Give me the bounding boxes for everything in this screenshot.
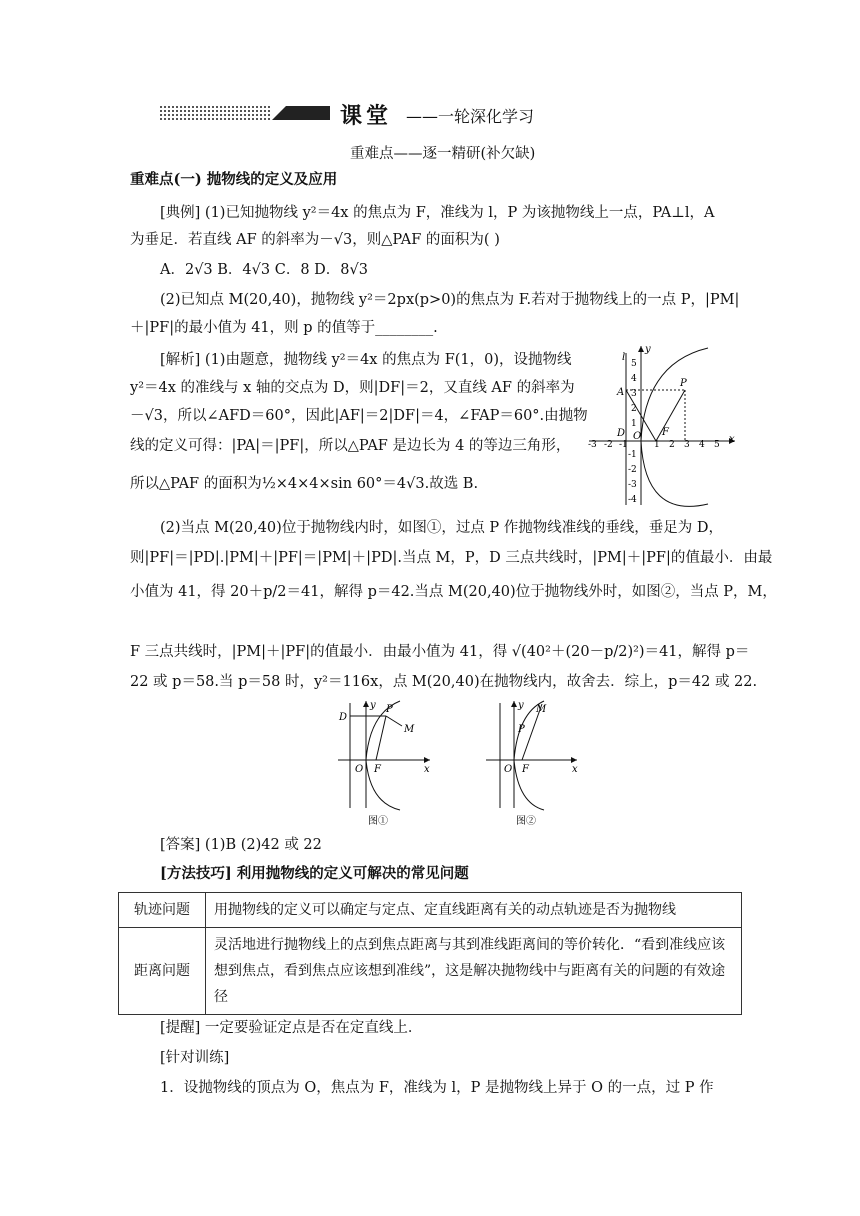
fig2-m-label: M (536, 704, 547, 715)
x-tick-label: -3 (588, 440, 597, 450)
solution-line-1: [解析] (1)由题意，抛物线 y²＝4x 的焦点为 F(1，0)，设抛物线 (160, 352, 572, 368)
solution-para-1: (2)当点 M(20,40)位于抛物线内时，如图①，过点 P 作抛物线准线的垂线，垂足为 D， (160, 520, 724, 536)
fig1-o-label: O (355, 764, 364, 775)
fig1-d-label: D (339, 712, 348, 723)
solution-para-5: 22 或 p＝58.当 p＝58 时，y²＝116x，点 M(20,40)在抛物线内，故舍去．综上，p＝42 或 22. (130, 674, 758, 690)
fig1-p-label: P (386, 704, 393, 715)
figure-2 (482, 698, 582, 828)
table-cell-key: 轨迹问题 (119, 893, 206, 928)
solution-para-2: 则|PF|＝|PD|.|PM|＋|PF|＝|PM|＋|PD|.当点 M，P，D 三点共线时，|PM|＋|PF|的值最小．由最 (130, 550, 773, 566)
example-line-3: (2)已知点 M(20,40)，抛物线 y²＝2px(p>0)的焦点为 F.若对于抛物线上的一点 P，|PM| (160, 292, 740, 308)
x-tick-label: 1 (654, 440, 660, 450)
answer-line: [答案] (1)B (2)42 或 22 (160, 837, 322, 853)
method-table (118, 892, 742, 1015)
y-tick-label: -2 (628, 465, 637, 475)
header-subtitle: ——一轮深化学习 (406, 107, 535, 126)
solution-line-5: 所以△PAF 的面积为½×4×4×sin 60°＝4√3.故选 B. (130, 476, 479, 492)
solution-line-2: y²＝4x 的准线与 x 轴的交点为 D，则|DF|＝2，又直线 AF 的斜率为 (130, 380, 575, 396)
table-cell-value: 用抛物线的定义可以确定与定点、定直线距离有关的动点轨迹是否为抛物线 (206, 893, 742, 928)
y-axis-label: y (645, 344, 651, 355)
solution-line-4: 线的定义可得：|PA|＝|PF|，所以△PAF 是边长为 4 的等边三角形， (130, 438, 571, 454)
table-cell-value: 灵活地进行抛物线上的点到焦点距离与其到准线距离间的等价转化．“看到准线应该想到焦点，看到焦点应该想到准线”，这是解决抛物线中与距离有关的问题的有效途径 (206, 928, 742, 1015)
fig1-x-label: x (424, 764, 430, 775)
x-tick-label: -1 (619, 440, 628, 450)
example-options: A．2√3 B．4√3 C．8 D．8√3 (160, 262, 368, 278)
fig1-caption: 图① (368, 816, 388, 827)
section-subtitle: 重难点——逐一精研(补欠缺) (350, 146, 536, 162)
header-decoration-bar (160, 102, 330, 124)
fig2-o-label: O (504, 764, 513, 775)
y-tick-label: 2 (631, 404, 637, 414)
x-tick-label: 2 (669, 440, 675, 450)
point-d-label: D (617, 428, 626, 439)
solution-para-4: F 三点共线时，|PM|＋|PF|的值最小．由最小值为 41，得 √(40²＋(20－p/2)²)＝41，解得 p＝ (130, 644, 750, 660)
header-title: 课堂 (340, 104, 393, 129)
directrix-label: l (622, 352, 626, 363)
table-row (119, 893, 742, 928)
origin-label: O (633, 431, 642, 442)
x-axis-label: x (729, 434, 735, 445)
point-f-label: F (662, 427, 669, 438)
training-question-1: 1．设抛物线的顶点为 O，焦点为 F，准线为 l，P 是抛物线上异于 O 的一点，过 P 作 (160, 1080, 714, 1096)
x-tick-label: 4 (699, 440, 705, 450)
fig2-p-label: P (518, 724, 525, 735)
fig2-x-label: x (572, 764, 578, 775)
fig2-caption: 图② (516, 816, 536, 827)
table-row (119, 928, 742, 1015)
point-p-label: P (680, 378, 687, 389)
point-a-label: A (617, 387, 625, 398)
y-tick-label: -4 (628, 495, 637, 505)
x-tick-label: -2 (604, 440, 613, 450)
fig2-f-label: F (522, 764, 529, 775)
example-line-2: 为垂足．若直线 AF 的斜率为－√3，则△PAF 的面积为( ) (130, 232, 500, 248)
y-tick-label: -1 (628, 450, 637, 460)
figure-1 (330, 698, 435, 828)
parabola-graph (585, 343, 740, 508)
example-line-4: ＋|PF|的最小值为 41，则 p 的值等于________. (130, 320, 438, 336)
fig1-m-label: M (404, 724, 415, 735)
y-tick-label: 4 (631, 374, 637, 384)
fig1-y-label: y (370, 700, 376, 711)
training-heading: [针对训练] (160, 1050, 230, 1066)
method-heading: [方法技巧] 利用抛物线的定义可解决的常见问题 (160, 865, 469, 882)
fig2-y-label: y (518, 700, 524, 711)
solution-line-3: －√3，所以∠AFD＝60°，因此|AF|＝2|DF|＝4，∠FAP＝60°.由抛物 (130, 408, 588, 424)
example-line-1: [典例] (1)已知抛物线 y²＝4x 的焦点为 F，准线为 l，P 为该抛物线上一点，PA⊥l，A (160, 205, 715, 221)
reminder-line: [提醒] 一定要验证定点是否在定直线上． (160, 1020, 423, 1036)
y-tick-label: -3 (628, 480, 637, 490)
y-tick-label: 1 (631, 419, 637, 429)
y-tick-label: 5 (631, 359, 637, 369)
topic-heading: 重难点(一) 抛物线的定义及应用 (130, 171, 338, 188)
x-tick-label: 5 (714, 440, 720, 450)
fig1-f-label: F (374, 764, 381, 775)
x-tick-labels (588, 440, 720, 450)
table-cell-key: 距离问题 (119, 928, 206, 1015)
solution-para-3: 小值为 41，得 20＋p/2＝41，解得 p＝42.当点 M(20,40)位于抛物线外时，如图②，当点 P，M， (130, 584, 777, 600)
y-tick-label: 3 (631, 389, 637, 399)
x-tick-label: 3 (684, 440, 690, 450)
